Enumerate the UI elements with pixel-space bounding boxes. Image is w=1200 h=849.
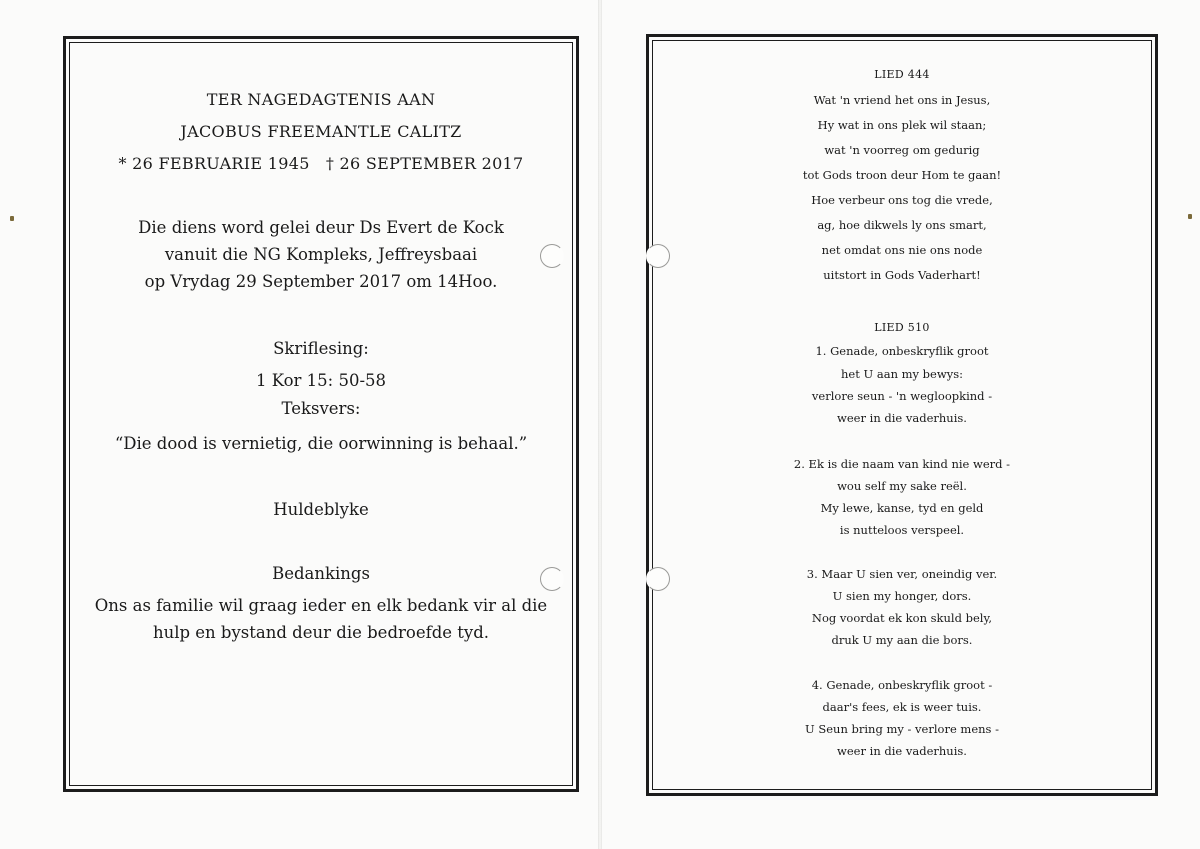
verse-text: “Die dood is vernietig, die oorwinning is behaal.”	[114, 434, 528, 453]
paper-speck	[1188, 214, 1192, 219]
hymn-510-line: het U aan my bewys:	[841, 367, 963, 381]
hymn-510-line: weer in die vaderhuis.	[837, 411, 967, 425]
reading-passage: 1 Kor 15: 50-58	[255, 371, 387, 390]
hymn-510-line: is nutteloos verspeel.	[839, 523, 965, 537]
hymn-510-line: My lewe, kanse, tyd en geld	[820, 501, 984, 515]
hymn-510-line: 2. Ek is die naam van kind nie werd -	[793, 457, 1011, 471]
thanks-heading: Bedankings	[272, 564, 370, 583]
hymn-510-line: weer in die vaderhuis.	[837, 744, 967, 758]
hymn-510-line: U sien my honger, dors.	[832, 589, 972, 603]
thanks-line-2: hulp en bystand deur die bedroefde tyd.	[152, 623, 490, 642]
paper-speck	[10, 216, 14, 221]
hymn-444-title: LIED 444	[874, 68, 930, 81]
hymn-510-line: 3. Maar U sien ver, oneindig ver.	[806, 567, 998, 581]
tributes-heading: Huldeblyke	[273, 500, 369, 519]
hymn-510-line: druk U my aan die bors.	[831, 633, 973, 647]
hymn-510-line: daar's fees, ek is weer tuis.	[822, 700, 982, 714]
hymn-510-title: LIED 510	[874, 321, 930, 334]
service-line-3: op Vrydag 29 September 2017 om 14Hoo.	[144, 272, 498, 291]
service-line-1: Die diens word gelei deur Ds Evert de Kock	[138, 218, 504, 237]
verse-label: Teksvers:	[281, 399, 361, 418]
deceased-name: JACOBUS FREEMANTLE CALITZ	[180, 122, 462, 141]
hymn-444-line: Hoe verbeur ons tog die vrede,	[811, 193, 993, 207]
hymn-444-line: Hy wat in ons plek wil staan;	[817, 118, 987, 132]
life-dates	[70, 154, 572, 173]
hymn-510-line: Nog voordat ek kon skuld bely,	[811, 611, 993, 625]
thanks-line-1: Ons as familie wil graag ieder en elk bedank vir al die	[94, 596, 548, 615]
hymn-444-line: wat 'n voorreg om gedurig	[824, 143, 980, 157]
hymn-510-line: 1. Genade, onbeskryflik groot	[815, 344, 989, 358]
hymn-444-line: net omdat ons nie ons node	[821, 243, 983, 257]
center-fold	[598, 0, 602, 849]
hymn-510-line: verlore seun - 'n wegloopkind -	[811, 389, 993, 403]
birth-date: * 26 FEBRUARIE 1945	[118, 154, 310, 173]
hymn-444-line: uitstort in Gods Vaderhart!	[823, 268, 981, 282]
hymn-510-line: 4. Genade, onbeskryflik groot -	[811, 678, 993, 692]
hymn-510-line: wou self my sake reël.	[837, 479, 967, 493]
reading-label: Skriflesing:	[273, 339, 369, 358]
death-date: † 26 SEPTEMBER 2017	[325, 154, 524, 173]
hymn-444-line: ag, hoe dikwels ly ons smart,	[817, 218, 987, 232]
service-line-2: vanuit die NG Kompleks, Jeffreysbaai	[164, 245, 478, 264]
hymn-510-line: U Seun bring my - verlore mens -	[805, 722, 999, 736]
hymn-444-line: Wat 'n vriend het ons in Jesus,	[813, 93, 991, 107]
hymn-444-line: tot Gods troon deur Hom te gaan!	[802, 168, 1002, 182]
memorial-heading: TER NAGEDAGTENIS AAN	[206, 90, 436, 109]
